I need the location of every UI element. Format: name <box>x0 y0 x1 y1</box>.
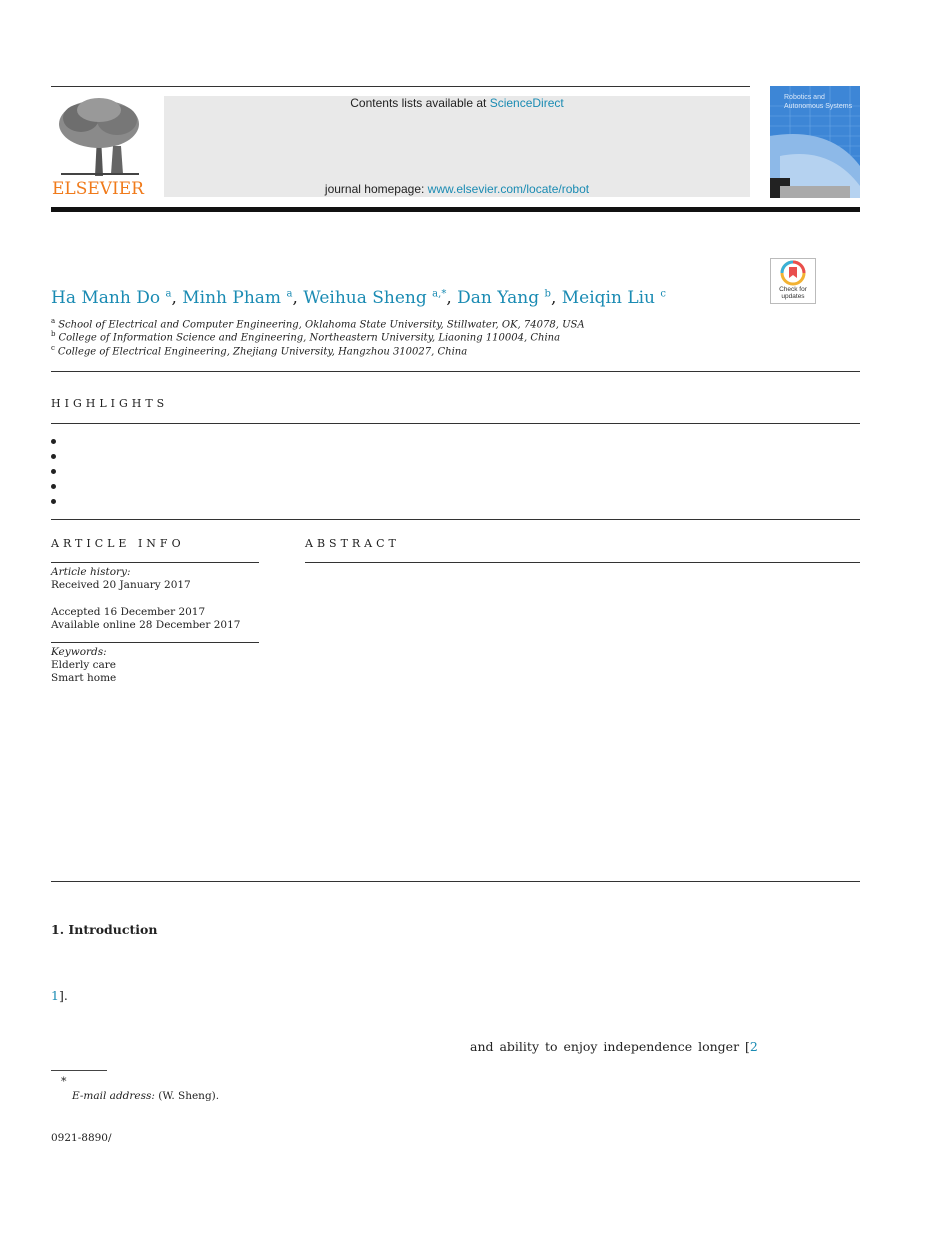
footnote-rule <box>51 1070 107 1071</box>
contents-prefix: Contents lists available at <box>350 96 487 110</box>
highlight-bullet <box>51 484 56 489</box>
highlight-bullet <box>51 469 56 474</box>
author-name[interactable]: Minh Pham <box>182 288 282 308</box>
highlight-bullet <box>51 499 56 504</box>
affiliation-c <box>51 344 467 357</box>
received-date: Received 20 January 2017 <box>51 579 191 591</box>
ref-link[interactable]: 1 <box>51 988 59 1003</box>
info-rule <box>51 562 259 563</box>
author-affil-mark[interactable]: a <box>165 288 172 300</box>
highlight-bullet <box>51 439 56 444</box>
issn: 0921-8890/ <box>51 1132 112 1144</box>
footnote-email <box>72 1090 219 1102</box>
elsevier-logo <box>51 96 146 199</box>
intro-heading: 1. Introduction <box>51 922 158 937</box>
author-list: Ha Manh Do $^a$, Minh Pham $^a$, Weihua Sheng $^{a,*}$, Dan Yang $^b$, Meiqin Liu $^c$ <box>51 288 667 308</box>
header-bottom-rule <box>51 207 860 212</box>
affil-mark: c <box>51 344 55 352</box>
rule-below-highlights <box>51 423 860 424</box>
affil-text: College of Information Science and Engineering, Northeastern University, Liaoning 110004, China <box>58 332 561 344</box>
accepted-date: Accepted 16 December 2017 <box>51 606 206 618</box>
author-name[interactable]: Ha Manh Do <box>51 288 161 308</box>
author-affil-mark[interactable]: c <box>660 288 667 300</box>
affil-mark: a <box>51 317 56 325</box>
affil-text: School of Electrical and Computer Engineering, Oklahoma State University, Stillwater, OK, 74078, USA <box>58 319 585 331</box>
author-name[interactable]: Meiqin Liu <box>561 288 656 308</box>
highlight-bullet <box>51 454 56 459</box>
contents-line <box>164 96 750 110</box>
rule-above-body <box>51 881 860 882</box>
homepage-line <box>164 182 750 196</box>
body-line-ref2 <box>470 1039 758 1054</box>
ref-tail: ]. <box>58 988 68 1003</box>
keyword: Smart home <box>51 672 117 684</box>
sciencedirect-link[interactable]: ScienceDirect <box>489 96 564 110</box>
highlights-heading: HIGHLIGHTS <box>51 397 169 410</box>
author-name[interactable]: Dan Yang <box>457 288 540 308</box>
check-label-2: updates <box>781 293 805 300</box>
footnote-star: * <box>61 1075 67 1088</box>
body-line-ref1 <box>51 988 68 1003</box>
check-for-updates-badge[interactable] <box>770 258 816 304</box>
online-date: Available online 28 December 2017 <box>51 619 241 631</box>
author-affil-mark[interactable]: b <box>544 288 551 300</box>
elsevier-tree-icon <box>51 96 146 176</box>
abstract-rule <box>305 562 860 563</box>
author-affil-mark[interactable]: a,* <box>432 288 447 300</box>
author-affil-mark[interactable]: a <box>286 288 293 300</box>
affil-text: College of Electrical Engineering, Zhejiang University, Hangzhou 310027, China <box>57 346 468 358</box>
header-top-rule <box>51 86 750 87</box>
crossmark-icon <box>771 259 815 287</box>
journal-cover <box>770 86 860 198</box>
keyword: Elderly care <box>51 659 116 671</box>
email-name: (W. Sheng). <box>158 1090 220 1102</box>
ref-link[interactable]: 2 <box>749 1039 758 1054</box>
email-label: E-mail address: <box>72 1090 155 1102</box>
affiliation-a <box>51 317 585 330</box>
author-name[interactable]: Weihua Sheng <box>303 288 427 308</box>
affil-mark: b <box>51 330 56 338</box>
keywords-label: Keywords: <box>51 646 107 658</box>
cover-title-1: Robotics and <box>784 94 825 101</box>
homepage-prefix: journal homepage: <box>324 182 425 196</box>
rule-above-info <box>51 519 860 520</box>
history-label: Article history: <box>51 566 131 578</box>
homepage-link[interactable]: www.elsevier.com/locate/robot <box>427 182 590 196</box>
elsevier-wordmark: ELSEVIER <box>52 179 144 199</box>
rule-above-highlights <box>51 371 860 372</box>
body-text: and ability to enjoy independence longer [ <box>470 1039 750 1054</box>
keywords-rule <box>51 642 259 643</box>
check-label-1: Check for <box>779 286 807 293</box>
cover-title-2: Autonomous Systems <box>784 103 853 110</box>
article-info-heading: ARTICLE INFO <box>51 537 185 550</box>
affiliation-b <box>51 330 560 343</box>
abstract-heading: ABSTRACT <box>305 537 400 550</box>
